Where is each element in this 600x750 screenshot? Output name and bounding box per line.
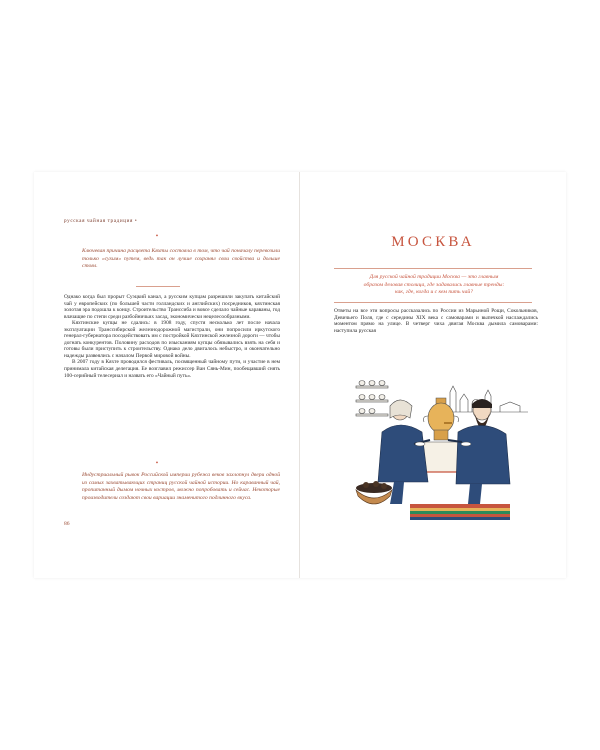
chapter-title: МОСКВА — [391, 234, 475, 250]
title-rule-bottom — [334, 302, 532, 303]
body-text — [334, 308, 538, 334]
title-rule-top — [334, 268, 532, 269]
book-gutter — [299, 172, 300, 578]
paragraph: Однако когда был прорыт Суэцкий канал, а русским купцам разрешили закупать китайский чай у европейских (по большей части голландских и английских) посредников, кяхтинская золотая эра подошла к концу. Строительство Транссиба и вовсе сделало чайные караваны, год влачащие по степи среди разбойничьих засад, экономически нецелесообразными. — [64, 294, 280, 320]
ornament-top: • — [155, 232, 159, 240]
right-page — [300, 172, 566, 578]
divider — [136, 286, 180, 287]
quote-bottom: Индустриальный рывок Российской империи рубежа веков захлопнул двери одной из самых захватывающих страниц русской чайной истории. Но караванный чай, пропитанный дымом ночных костров, можно попробовать и сейчас. Некоторые производители создают свои вариации знаменитого подлинного вкуса. — [82, 472, 280, 501]
paragraph: Кяхтинские купцы не сдались: в 1908 году, спустя несколько лет после начала эксплуатации Транссибирской железнодорожной магистрали, они попросили иркутского генерал-губернатора посодействовать им с постройкой Кяхтинской железной дороги — чтобы догнать конкурентов. Половину расходов по изысканиям купцы обязывались взять на себя и готовы были приступить к строительству. Однако дело двигалось небыстро, и окончательно надежды развеялись с началом Первой мировой войны. — [64, 320, 280, 359]
page-number: 86 — [64, 521, 70, 527]
left-page — [34, 172, 299, 578]
quote-top: Ключевая причина расцвета Кяхты состояла в том, что чай поначалу перевозили только «сухим» путем, ведь так он лучше сохранял свои свойства и дольше стоял. — [82, 248, 280, 270]
tea-party-illustration — [350, 372, 540, 532]
ornament-bottom: • — [155, 459, 159, 467]
paragraph: Ответы на все эти вопросы рассказались по России из Марьиной Рощи, Сокольников, Девичьего Поля, где с середины XIX века с самоварами и выпечкой наслаждались моментом прямо на улице. В четверг чиха двигая Москва дымила самоварами: наступила русская — [334, 308, 538, 334]
running-head: русская чайная традиция • — [64, 218, 138, 224]
paragraph: В 2007 году в Кяхте проводился фестиваль, посвященный чайному пути, и участие в нем принимала китайская делегация. Ее возглавил режиссер Ван Сянь-Мин, пообещавший снять 100-серийный телесериал и назвать его «Чайный путь». — [64, 359, 280, 379]
body-text — [64, 294, 280, 379]
book-spread — [34, 172, 566, 578]
lead-quote: Для русской чайной традиции Москва — это главным образом деловая столица, где задавались главные тренды: как, где, когда и с кем пить чай? — [363, 274, 505, 296]
